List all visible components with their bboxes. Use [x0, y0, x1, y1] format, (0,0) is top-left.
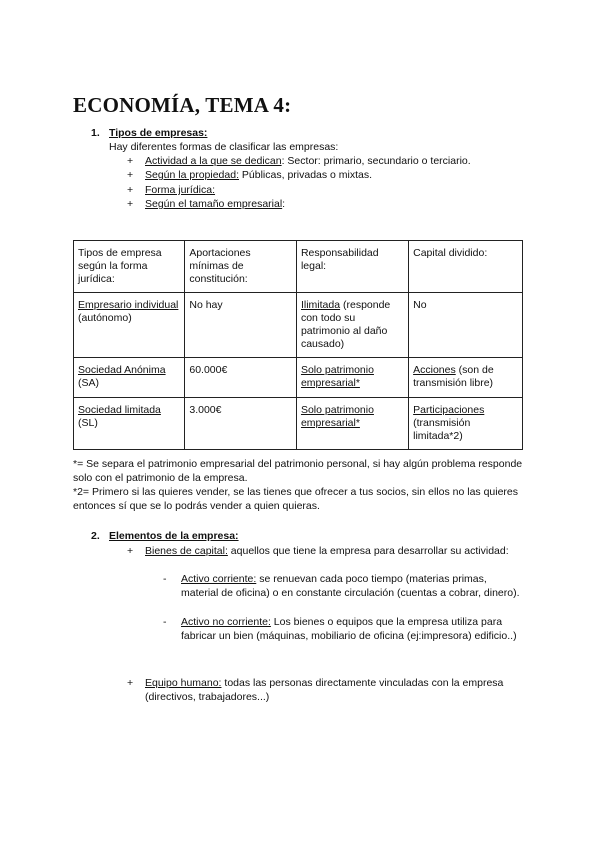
item-text: Los bienes o equipos que la empresa utiliza para fabricar un bien (máquinas, mobiliario de oficina (ej:impresora) edificio..)	[181, 616, 517, 642]
bullet: +	[127, 169, 134, 181]
item-label: Equipo humano:	[145, 677, 222, 689]
bullet: +	[127, 184, 134, 196]
cell-label: Acciones	[413, 364, 456, 376]
list-item	[127, 154, 471, 168]
table-row	[74, 293, 523, 358]
current-assets-item	[181, 572, 521, 600]
footnote-2: *2= Primero si las quieres vender, se las tienes que ofrecer a tus socios, sin ellos no las quieres entonces sí que se lo podrás vender a quien quieras.	[73, 486, 519, 512]
bullet: +	[127, 198, 134, 210]
item-text: se renuevan cada poco tiempo (materias primas, material de oficina) o en constante circulación (cuentas a cobrar, dinero).	[181, 573, 520, 599]
item-label: Según el tamaño empresarial	[145, 198, 283, 210]
item-text: : Sector: primario, secundario o terciario.	[281, 155, 471, 167]
section-2-number: 2.	[91, 530, 100, 542]
table-header: Tipos de empresa según la forma jurídica:	[74, 241, 185, 293]
sub-bullet: -	[163, 573, 167, 585]
non-current-assets-item	[181, 615, 526, 643]
item-label: Actividad a la que se dedican	[145, 155, 282, 167]
company-types-table	[73, 240, 523, 450]
list-item	[127, 544, 145, 558]
item-text: todas las personas directamente vinculadas con la empresa (directivos, trabajadores...)	[145, 677, 504, 703]
table-header: Responsabilidad legal:	[296, 241, 408, 293]
table-cell	[409, 398, 523, 450]
cell-label: Empresario individual	[78, 299, 179, 311]
bullet: +	[127, 155, 134, 167]
table-row	[74, 358, 523, 398]
table-cell: No hay	[185, 293, 297, 358]
item-text: :	[282, 198, 286, 210]
table-cell	[74, 358, 185, 398]
cell-label: No	[413, 299, 427, 311]
cell-extra: (son de transmisión libre)	[413, 364, 494, 389]
page-title: ECONOMÍA, TEMA 4:	[73, 93, 292, 117]
cell-label: Sociedad Anónima	[78, 364, 166, 376]
cell-extra: (SL)	[78, 417, 98, 429]
section-1-title: Tipos de empresas:	[109, 127, 208, 139]
item-text: aquellos que tiene la empresa para desarrollar su actividad:	[227, 545, 509, 557]
table-header: Capital dividido:	[409, 241, 523, 293]
cell-extra: (transmisión limitada*2)	[413, 417, 471, 442]
bullet: +	[127, 545, 134, 557]
cell-extra: (responde con todo su patrimonio al daño causado)	[300, 299, 391, 350]
footnote-1: *= Se separa el patrimonio empresarial del patrimonio personal, si hay algún problema responde solo con el patrimonio de la empresa.	[73, 458, 523, 484]
table-cell	[74, 398, 185, 450]
table-cell: 60.000€	[185, 358, 297, 398]
cell-label: Solo patrimonio empresarial*	[300, 404, 374, 429]
bullet: +	[127, 677, 134, 689]
cell-extra: (SA)	[78, 377, 99, 389]
item-label: Bienes de capital:	[145, 545, 228, 557]
list-item	[127, 197, 285, 211]
section-1-intro: Hay diferentes formas de clasificar las empresas:	[109, 141, 339, 153]
item-text: Públicas, privadas o mixtas.	[239, 169, 373, 181]
sub-bullet: -	[163, 616, 167, 628]
cell-label: Sociedad limitada	[78, 404, 161, 416]
table-cell	[409, 293, 523, 358]
table-cell	[296, 358, 408, 398]
list-item	[127, 183, 215, 197]
section-1-number: 1.	[91, 127, 100, 139]
human-team-item	[145, 676, 530, 704]
table-row	[74, 398, 523, 450]
item-label: Activo corriente:	[181, 573, 257, 585]
cell-extra: (autónomo)	[78, 312, 132, 324]
item-label: Según la propiedad:	[145, 169, 239, 181]
capital-goods-item	[145, 544, 515, 558]
table-cell	[74, 293, 185, 358]
table-header: Aportaciones mínimas de constitución:	[185, 241, 297, 293]
cell-label: Solo patrimonio empresarial*	[300, 364, 374, 389]
item-label: Activo no corriente:	[181, 616, 271, 628]
cell-label: Ilimitada	[300, 299, 341, 311]
section-2-heading	[91, 530, 239, 542]
list-item	[127, 676, 145, 690]
table-header-row	[74, 241, 523, 293]
table-cell	[409, 358, 523, 398]
cell-label: Participaciones	[413, 404, 485, 416]
table-cell	[296, 398, 408, 450]
item-label: Forma jurídica:	[145, 184, 216, 196]
list-item	[127, 168, 372, 182]
section-1-heading	[91, 127, 207, 139]
table-cell	[296, 293, 408, 358]
table-cell: 3.000€	[185, 398, 297, 450]
section-2-title: Elementos de la empresa:	[109, 530, 239, 542]
